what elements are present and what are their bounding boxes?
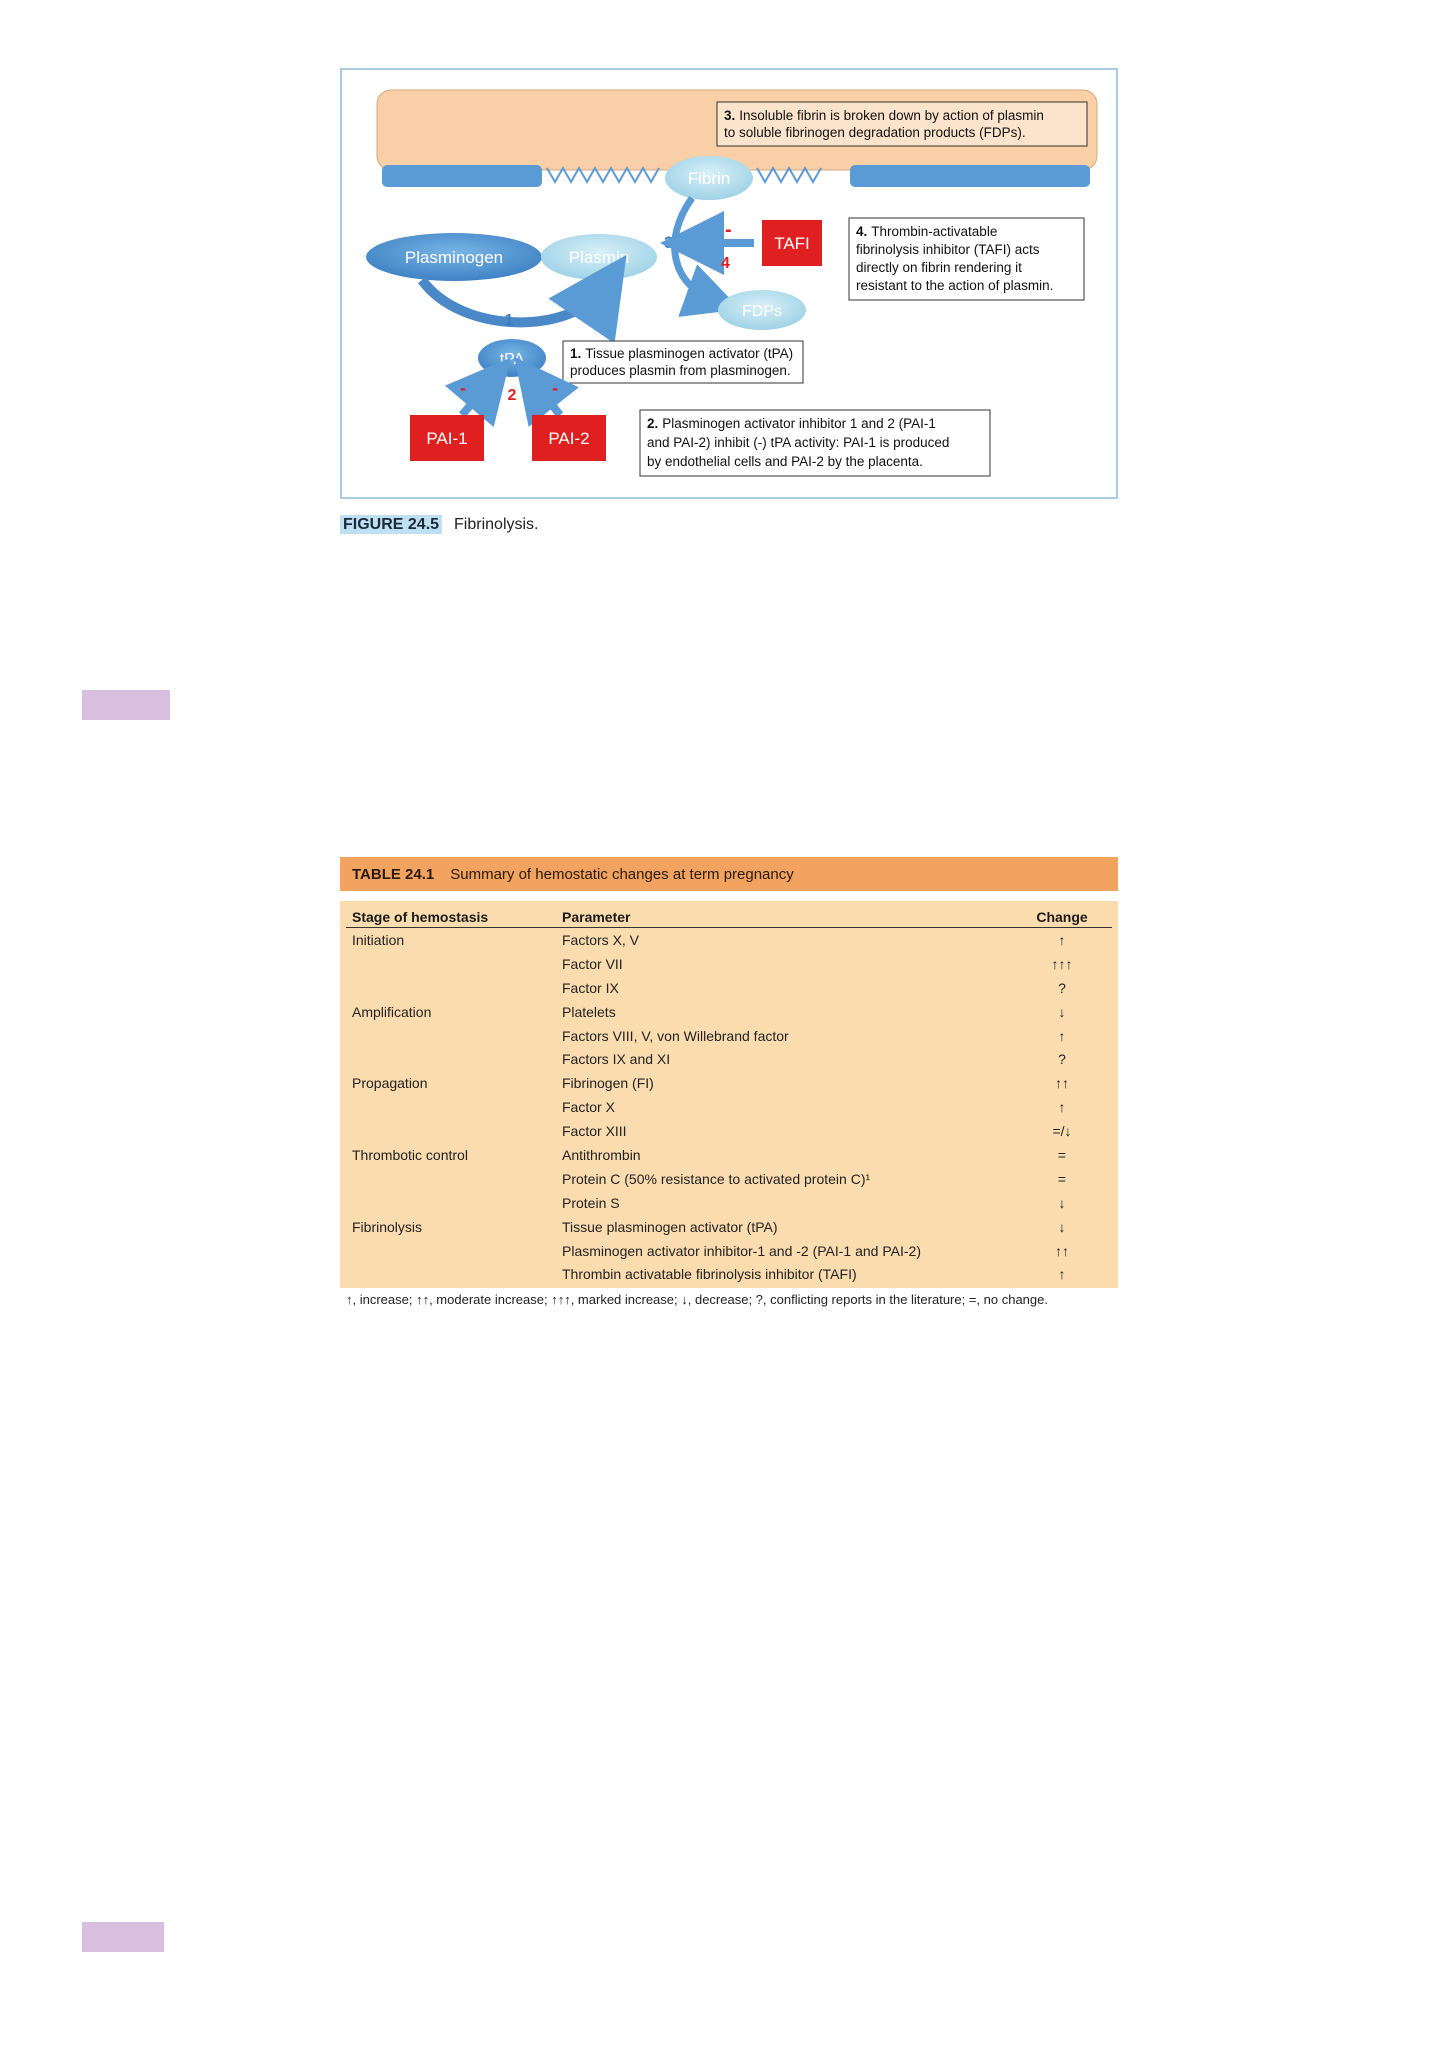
row-parameter: Factors X, V bbox=[562, 931, 640, 948]
svg-text:4.Thrombin-activatable: 4. Thrombin-activatable bbox=[856, 224, 998, 239]
row-change: = bbox=[1057, 1146, 1067, 1163]
row-parameter: Factor X bbox=[562, 1099, 615, 1116]
row-change: = bbox=[1057, 1170, 1067, 1187]
row-parameter: Factors IX and XI bbox=[562, 1051, 671, 1068]
table-row bbox=[346, 1071, 1112, 1095]
table-row bbox=[346, 1119, 1112, 1143]
row-change: ↓ bbox=[1058, 1218, 1066, 1235]
margin-marker-bottom bbox=[82, 1922, 164, 1952]
table-title: Summary of hemostatic changes at term pregnancy bbox=[450, 865, 794, 883]
table-body bbox=[340, 901, 1118, 1288]
svg-text:Plasminogen: Plasminogen bbox=[404, 248, 504, 267]
svg-text:-: - bbox=[460, 378, 466, 398]
table-row bbox=[346, 952, 1112, 976]
row-stage: Amplification bbox=[352, 1003, 432, 1020]
svg-text:PAI-1: PAI-1 bbox=[426, 429, 468, 448]
table-row bbox=[346, 1024, 1112, 1048]
fibrin-strand-left bbox=[382, 165, 542, 187]
row-change: ↑ bbox=[1058, 1027, 1066, 1044]
table-row bbox=[346, 976, 1112, 1000]
figure-title: Fibrinolysis. bbox=[454, 516, 539, 533]
figure-caption bbox=[340, 516, 539, 534]
svg-text:-: - bbox=[552, 378, 558, 398]
row-parameter: Antithrombin bbox=[562, 1146, 641, 1163]
svg-text:fibrinolysis inhibitor (TAFI): fibrinolysis inhibitor (TAFI) acts bbox=[856, 242, 1040, 257]
svg-text:1: 1 bbox=[504, 312, 514, 329]
row-stage: Thrombotic control bbox=[352, 1146, 468, 1163]
table-row bbox=[346, 1000, 1112, 1024]
table-row bbox=[346, 928, 1112, 952]
header-stage: Stage of hemostasis bbox=[352, 909, 489, 925]
table-title-bar bbox=[340, 857, 1118, 891]
svg-text:TAFI: TAFI bbox=[774, 234, 810, 253]
row-change: ↓ bbox=[1058, 1003, 1066, 1020]
row-parameter: Thrombin activatable fibrinolysis inhibitor (TAFI) bbox=[562, 1266, 857, 1283]
row-change: ↑↑ bbox=[1055, 1075, 1069, 1092]
table-row bbox=[346, 1239, 1112, 1263]
fibrinolysis-diagram bbox=[342, 70, 1120, 501]
table-row bbox=[346, 1262, 1112, 1286]
table-header-row bbox=[346, 901, 1112, 928]
fibrin-strand-right bbox=[850, 165, 1090, 187]
row-change: =/↓ bbox=[1052, 1123, 1072, 1140]
svg-text:Plasmin: Plasmin bbox=[568, 248, 630, 267]
svg-text:FDPs: FDPs bbox=[742, 303, 782, 320]
svg-text:to soluble fibrinogen degradat: to soluble fibrinogen degradation products (FDPs). bbox=[724, 125, 1026, 140]
row-parameter: Platelets bbox=[562, 1003, 616, 1020]
row-parameter: Protein S bbox=[562, 1194, 620, 1211]
row-parameter: Plasminogen activator inhibitor-1 and -2 (PAI-1 and PAI-2) bbox=[562, 1242, 921, 1259]
svg-text:3: 3 bbox=[664, 233, 674, 252]
row-change: ↑ bbox=[1058, 1266, 1066, 1283]
row-parameter: Factors VIII, V, von Willebrand factor bbox=[562, 1027, 789, 1044]
svg-text:and PAI-2) inhibit (-) tPA act: and PAI-2) inhibit (-) tPA activity: PAI-1 is produced bbox=[647, 435, 950, 450]
row-parameter: Factor IX bbox=[562, 979, 619, 996]
row-stage: Fibrinolysis bbox=[352, 1218, 423, 1235]
table-row bbox=[346, 1191, 1112, 1215]
table-row bbox=[346, 1047, 1112, 1071]
header-parameter: Parameter bbox=[562, 909, 631, 925]
row-parameter: Fibrinogen (FI) bbox=[562, 1075, 654, 1092]
table-footnote: ↑, increase; ↑↑, moderate increase; ↑↑↑, marked increase; ↓, decrease; ?, conflicting reports in the literature; =, no change. bbox=[346, 1292, 1048, 1308]
header-change: Change bbox=[1036, 909, 1088, 925]
row-parameter: Factor VII bbox=[562, 955, 623, 972]
svg-text:directly on fibrin rendering i: directly on fibrin rendering it bbox=[856, 260, 1022, 275]
table-row bbox=[346, 1167, 1112, 1191]
row-change: ? bbox=[1058, 979, 1066, 996]
arrow-fibrin-to-fdps bbox=[675, 198, 714, 300]
figure-fibrinolysis bbox=[340, 68, 1118, 499]
row-stage: Propagation bbox=[352, 1075, 428, 1092]
row-change: ↑ bbox=[1058, 1099, 1066, 1116]
margin-marker-top bbox=[82, 690, 170, 720]
svg-text:tPA: tPA bbox=[499, 351, 525, 368]
svg-text:produces plasmin from plasmino: produces plasmin from plasminogen. bbox=[570, 363, 791, 378]
row-parameter: Factor XIII bbox=[562, 1123, 627, 1140]
arrow-pai1-inhibit bbox=[462, 382, 490, 415]
svg-text:3.Insoluble fibrin is broken d: 3. Insoluble fibrin is broken down by action of plasmin bbox=[724, 108, 1044, 123]
svg-text:Fibrin: Fibrin bbox=[687, 169, 731, 188]
row-change: ? bbox=[1058, 1051, 1066, 1068]
svg-text:2.Plasminogen activator inhibi: 2. Plasminogen activator inhibitor 1 and 2 (PAI-1 bbox=[647, 416, 936, 431]
row-change: ↑ bbox=[1058, 931, 1066, 948]
row-parameter: Tissue plasminogen activator (tPA) bbox=[562, 1218, 778, 1235]
svg-text:PAI-2: PAI-2 bbox=[548, 429, 590, 448]
svg-text:4: 4 bbox=[721, 255, 730, 272]
row-parameter: Protein C (50% resistance to activated protein C)¹ bbox=[562, 1170, 871, 1187]
svg-text:-: - bbox=[725, 219, 732, 241]
table-row bbox=[346, 1143, 1112, 1167]
row-stage: Initiation bbox=[352, 931, 405, 948]
svg-text:1.Tissue plasminogen activator: 1. Tissue plasminogen activator (tPA) bbox=[570, 346, 794, 361]
figure-number: FIGURE 24.5 bbox=[340, 515, 442, 534]
row-change: ↓ bbox=[1058, 1194, 1066, 1211]
svg-text:2: 2 bbox=[507, 387, 517, 404]
svg-text:by endothelial cells and PAI-2: by endothelial cells and PAI-2 by the placenta. bbox=[647, 454, 923, 469]
table-number: TABLE 24.1 bbox=[352, 865, 435, 883]
svg-text:resistant to the action of pla: resistant to the action of plasmin. bbox=[856, 278, 1054, 293]
table-row bbox=[346, 1095, 1112, 1119]
row-change: ↑↑↑ bbox=[1051, 955, 1073, 972]
table-row bbox=[346, 1215, 1112, 1239]
row-change: ↑↑ bbox=[1055, 1242, 1069, 1259]
table-hemostatic-changes bbox=[340, 857, 1118, 1307]
